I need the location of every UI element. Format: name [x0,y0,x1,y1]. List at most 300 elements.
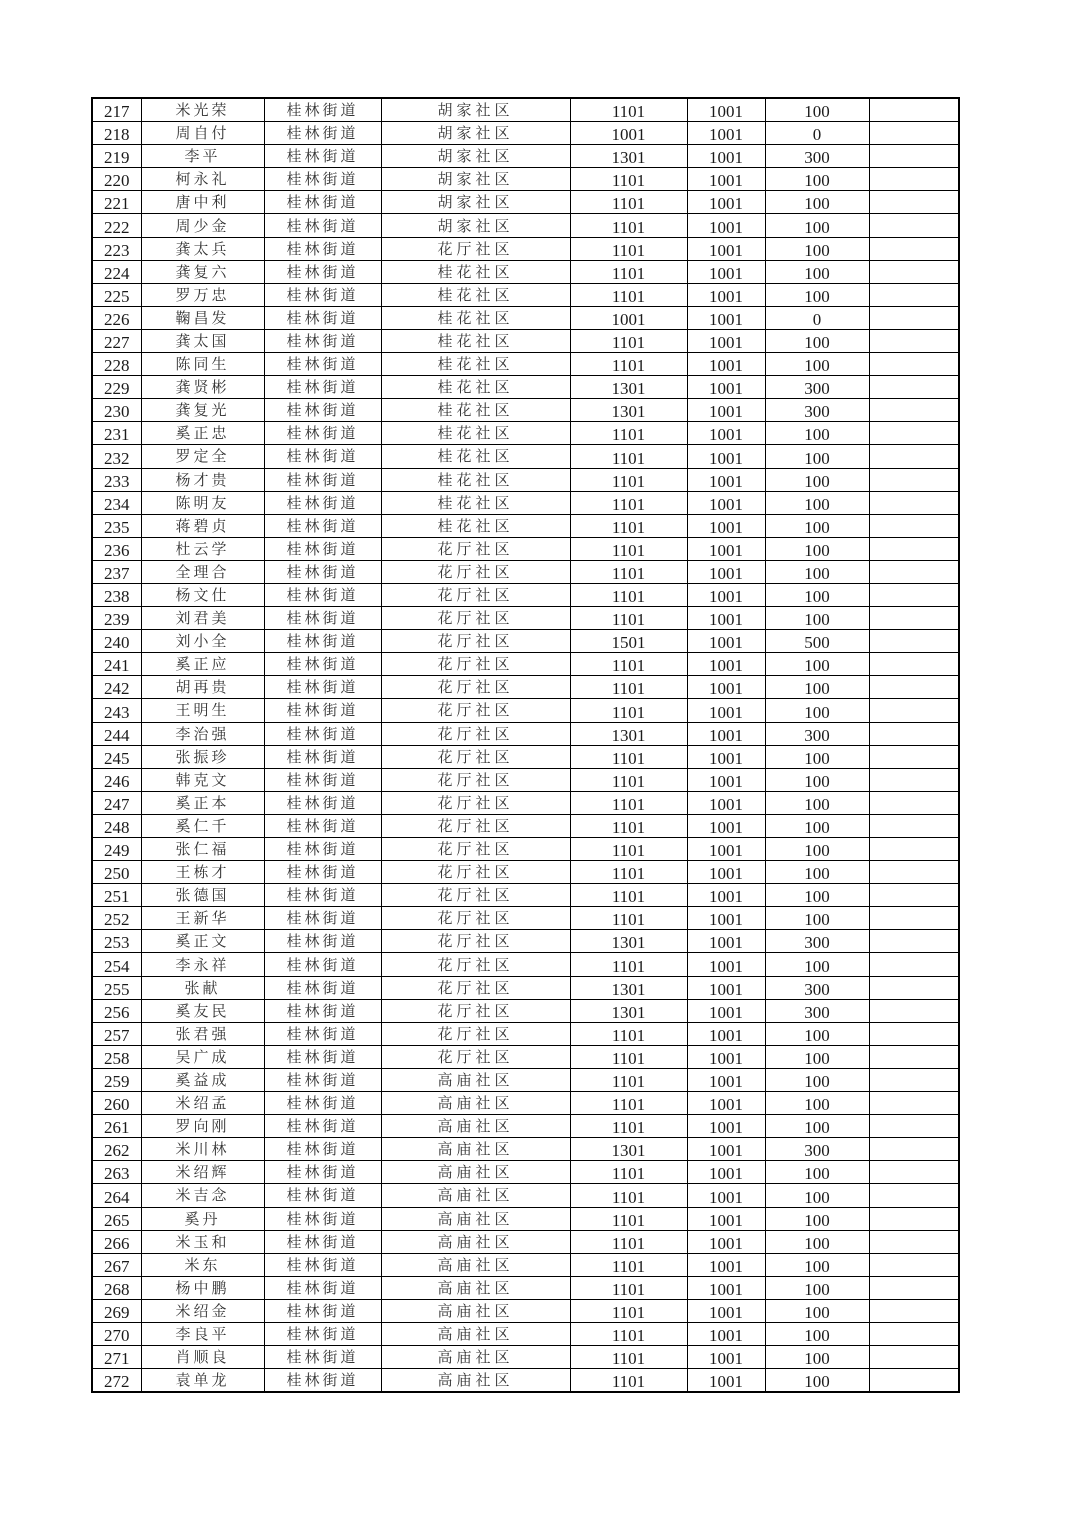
cell-name: 龚太兵 [141,237,264,260]
table-row [92,260,959,283]
cell-note [869,1115,959,1138]
table-row [92,653,959,676]
cell-name: 陈明友 [141,491,264,514]
table-row [92,1253,959,1276]
cell-note [869,999,959,1022]
cell-code-b: 1001 [687,630,765,653]
cell-code-b: 1001 [687,468,765,491]
cell-community: 花厅社区 [381,838,570,861]
table-row [92,630,959,653]
cell-serial-number: 237 [92,560,141,583]
cell-name: 罗向刚 [141,1115,264,1138]
cell-code-b: 1001 [687,260,765,283]
cell-code-b: 1001 [687,1092,765,1115]
cell-name: 鞠昌发 [141,306,264,329]
cell-street: 桂林街道 [264,283,381,306]
table-row [92,560,959,583]
cell-street: 桂林街道 [264,1369,381,1393]
cell-name: 蒋碧贞 [141,514,264,537]
cell-serial-number: 227 [92,329,141,352]
cell-community: 花厅社区 [381,699,570,722]
cell-name: 杜云学 [141,537,264,560]
cell-serial-number: 250 [92,861,141,884]
cell-code-a: 1101 [570,1299,687,1322]
cell-serial-number: 263 [92,1161,141,1184]
cell-code-a: 1101 [570,1369,687,1393]
cell-code-a: 1101 [570,583,687,606]
cell-serial-number: 242 [92,676,141,699]
cell-note [869,745,959,768]
cell-name: 韩克文 [141,768,264,791]
cell-code-b: 1001 [687,653,765,676]
cell-serial-number: 219 [92,145,141,168]
cell-note [869,676,959,699]
cell-street: 桂林街道 [264,1045,381,1068]
cell-code-b: 1001 [687,1068,765,1091]
table-row [92,445,959,468]
cell-community: 花厅社区 [381,1045,570,1068]
cell-community: 桂花社区 [381,491,570,514]
cell-amount: 100 [765,560,869,583]
cell-community: 花厅社区 [381,999,570,1022]
table-row [92,214,959,237]
cell-code-a: 1101 [570,1346,687,1369]
cell-serial-number: 247 [92,791,141,814]
cell-name: 龚太国 [141,329,264,352]
cell-community: 高庙社区 [381,1184,570,1207]
cell-note [869,329,959,352]
cell-code-b: 1001 [687,98,765,122]
table-row [92,1369,959,1393]
cell-serial-number: 267 [92,1253,141,1276]
cell-code-a: 1101 [570,1115,687,1138]
cell-amount: 100 [765,445,869,468]
cell-amount: 100 [765,1253,869,1276]
cell-serial-number: 243 [92,699,141,722]
cell-code-a: 1301 [570,999,687,1022]
cell-name: 米东 [141,1253,264,1276]
cell-code-a: 1101 [570,445,687,468]
cell-community: 花厅社区 [381,930,570,953]
cell-street: 桂林街道 [264,1230,381,1253]
cell-community: 花厅社区 [381,953,570,976]
cell-name: 米绍辉 [141,1161,264,1184]
cell-amount: 300 [765,145,869,168]
cell-code-a: 1301 [570,1138,687,1161]
cell-community: 高庙社区 [381,1161,570,1184]
cell-serial-number: 264 [92,1184,141,1207]
cell-code-b: 1001 [687,953,765,976]
cell-note [869,145,959,168]
cell-serial-number: 258 [92,1045,141,1068]
cell-street: 桂林街道 [264,468,381,491]
cell-amount: 100 [765,537,869,560]
table-row [92,676,959,699]
cell-code-a: 1101 [570,1045,687,1068]
cell-note [869,491,959,514]
cell-note [869,1045,959,1068]
cell-code-b: 1001 [687,791,765,814]
cell-serial-number: 253 [92,930,141,953]
table-row [92,168,959,191]
cell-note [869,422,959,445]
cell-code-b: 1001 [687,676,765,699]
table-row [92,1138,959,1161]
cell-community: 花厅社区 [381,814,570,837]
cell-amount: 100 [765,353,869,376]
cell-street: 桂林街道 [264,745,381,768]
cell-community: 胡家社区 [381,122,570,145]
cell-community: 高庙社区 [381,1230,570,1253]
cell-amount: 100 [765,953,869,976]
cell-community: 花厅社区 [381,1022,570,1045]
cell-code-a: 1101 [570,491,687,514]
cell-community: 花厅社区 [381,907,570,930]
cell-serial-number: 262 [92,1138,141,1161]
cell-community: 桂花社区 [381,445,570,468]
cell-serial-number: 234 [92,491,141,514]
cell-code-a: 1101 [570,468,687,491]
cell-note [869,191,959,214]
cell-note [869,861,959,884]
cell-note [869,884,959,907]
cell-code-a: 1101 [570,1022,687,1045]
table-row [92,1230,959,1253]
cell-community: 桂花社区 [381,399,570,422]
cell-street: 桂林街道 [264,122,381,145]
cell-street: 桂林街道 [264,1161,381,1184]
cell-street: 桂林街道 [264,999,381,1022]
table-row [92,607,959,630]
cell-community: 桂花社区 [381,422,570,445]
cell-amount: 100 [765,1276,869,1299]
cell-code-b: 1001 [687,1253,765,1276]
cell-name: 奚益成 [141,1068,264,1091]
cell-amount: 100 [765,283,869,306]
cell-code-a: 1101 [570,791,687,814]
cell-code-b: 1001 [687,999,765,1022]
cell-street: 桂林街道 [264,861,381,884]
cell-code-b: 1001 [687,353,765,376]
cell-street: 桂林街道 [264,376,381,399]
cell-amount: 100 [765,884,869,907]
cell-serial-number: 241 [92,653,141,676]
cell-name: 全理合 [141,560,264,583]
cell-amount: 100 [765,191,869,214]
cell-name: 米绍金 [141,1299,264,1322]
table-row [92,376,959,399]
cell-note [869,260,959,283]
cell-code-b: 1001 [687,445,765,468]
cell-street: 桂林街道 [264,768,381,791]
cell-note [869,1092,959,1115]
table-row [92,791,959,814]
cell-amount: 300 [765,722,869,745]
cell-code-a: 1101 [570,699,687,722]
cell-serial-number: 220 [92,168,141,191]
cell-code-a: 1101 [570,768,687,791]
cell-serial-number: 218 [92,122,141,145]
cell-street: 桂林街道 [264,1115,381,1138]
cell-amount: 100 [765,260,869,283]
cell-amount: 100 [765,214,869,237]
table-row [92,953,959,976]
cell-serial-number: 240 [92,630,141,653]
cell-street: 桂林街道 [264,1184,381,1207]
cell-code-b: 1001 [687,537,765,560]
cell-amount: 100 [765,98,869,122]
cell-code-a: 1101 [570,1276,687,1299]
cell-community: 桂花社区 [381,353,570,376]
cell-serial-number: 222 [92,214,141,237]
cell-note [869,1322,959,1345]
cell-note [869,353,959,376]
cell-note [869,1184,959,1207]
cell-note [869,168,959,191]
table-row [92,306,959,329]
cell-community: 花厅社区 [381,791,570,814]
cell-code-b: 1001 [687,583,765,606]
cell-street: 桂林街道 [264,214,381,237]
cell-amount: 100 [765,237,869,260]
cell-community: 花厅社区 [381,768,570,791]
cell-name: 杨才贵 [141,468,264,491]
cell-street: 桂林街道 [264,676,381,699]
cell-code-b: 1001 [687,1322,765,1345]
cell-code-b: 1001 [687,976,765,999]
cell-community: 高庙社区 [381,1138,570,1161]
table-row [92,699,959,722]
table-row [92,468,959,491]
cell-community: 桂花社区 [381,514,570,537]
cell-amount: 100 [765,1161,869,1184]
cell-street: 桂林街道 [264,607,381,630]
cell-serial-number: 226 [92,306,141,329]
cell-street: 桂林街道 [264,1138,381,1161]
cell-street: 桂林街道 [264,1322,381,1345]
cell-note [869,468,959,491]
cell-name: 李良平 [141,1322,264,1345]
cell-community: 花厅社区 [381,722,570,745]
cell-serial-number: 229 [92,376,141,399]
cell-code-a: 1301 [570,376,687,399]
cell-community: 花厅社区 [381,607,570,630]
cell-name: 奚丹 [141,1207,264,1230]
cell-code-b: 1001 [687,1207,765,1230]
cell-note [869,838,959,861]
table-row [92,722,959,745]
cell-serial-number: 246 [92,768,141,791]
cell-serial-number: 261 [92,1115,141,1138]
cell-code-a: 1301 [570,145,687,168]
table-row [92,976,959,999]
cell-street: 桂林街道 [264,399,381,422]
cell-amount: 0 [765,306,869,329]
cell-name: 吴广成 [141,1045,264,1068]
cell-code-b: 1001 [687,861,765,884]
cell-code-b: 1001 [687,122,765,145]
cell-code-b: 1001 [687,399,765,422]
cell-name: 米玉和 [141,1230,264,1253]
cell-serial-number: 233 [92,468,141,491]
cell-code-a: 1101 [570,1230,687,1253]
cell-code-a: 1101 [570,653,687,676]
cell-street: 桂林街道 [264,1299,381,1322]
cell-note [869,722,959,745]
cell-street: 桂林街道 [264,699,381,722]
cell-street: 桂林街道 [264,537,381,560]
cell-community: 胡家社区 [381,191,570,214]
cell-serial-number: 266 [92,1230,141,1253]
cell-note [869,122,959,145]
cell-code-a: 1101 [570,537,687,560]
cell-community: 花厅社区 [381,745,570,768]
cell-serial-number: 232 [92,445,141,468]
table-row [92,999,959,1022]
cell-street: 桂林街道 [264,237,381,260]
cell-amount: 300 [765,1138,869,1161]
table-row [92,191,959,214]
cell-code-b: 1001 [687,1022,765,1045]
cell-code-a: 1101 [570,1184,687,1207]
table-row [92,907,959,930]
cell-amount: 100 [765,583,869,606]
cell-community: 高庙社区 [381,1092,570,1115]
cell-serial-number: 268 [92,1276,141,1299]
cell-amount: 100 [765,1068,869,1091]
cell-street: 桂林街道 [264,260,381,283]
cell-community: 胡家社区 [381,98,570,122]
table-row [92,930,959,953]
cell-code-a: 1101 [570,1092,687,1115]
cell-code-a: 1101 [570,560,687,583]
table-row [92,1299,959,1322]
cell-community: 桂花社区 [381,468,570,491]
cell-code-b: 1001 [687,191,765,214]
table-row [92,329,959,352]
cell-code-a: 1101 [570,329,687,352]
cell-community: 花厅社区 [381,861,570,884]
cell-code-a: 1101 [570,260,687,283]
cell-name: 张献 [141,976,264,999]
cell-note [869,630,959,653]
cell-street: 桂林街道 [264,953,381,976]
cell-code-a: 1101 [570,191,687,214]
cell-amount: 300 [765,976,869,999]
cell-code-b: 1001 [687,237,765,260]
table-row [92,1322,959,1345]
cell-note [869,98,959,122]
cell-name: 周自付 [141,122,264,145]
cell-amount: 100 [765,653,869,676]
cell-community: 高庙社区 [381,1068,570,1091]
cell-amount: 100 [765,1369,869,1393]
cell-code-b: 1001 [687,768,765,791]
table-row [92,861,959,884]
cell-name: 奚仁千 [141,814,264,837]
cell-code-a: 1101 [570,884,687,907]
cell-code-a: 1101 [570,745,687,768]
table-row [92,1045,959,1068]
cell-code-b: 1001 [687,607,765,630]
cell-code-b: 1001 [687,814,765,837]
cell-code-b: 1001 [687,491,765,514]
cell-note [869,399,959,422]
cell-street: 桂林街道 [264,1207,381,1230]
cell-serial-number: 270 [92,1322,141,1345]
cell-amount: 100 [765,861,869,884]
cell-amount: 100 [765,676,869,699]
cell-name: 周少金 [141,214,264,237]
cell-street: 桂林街道 [264,98,381,122]
table-row [92,1092,959,1115]
cell-note [869,560,959,583]
cell-amount: 100 [765,168,869,191]
cell-code-a: 1101 [570,283,687,306]
cell-name: 李治强 [141,722,264,745]
cell-serial-number: 269 [92,1299,141,1322]
cell-note [869,607,959,630]
cell-note [869,1276,959,1299]
table-row [92,537,959,560]
table-row [92,583,959,606]
cell-street: 桂林街道 [264,814,381,837]
cell-name: 奚正文 [141,930,264,953]
cell-serial-number: 236 [92,537,141,560]
cell-serial-number: 244 [92,722,141,745]
cell-community: 花厅社区 [381,537,570,560]
cell-serial-number: 248 [92,814,141,837]
cell-amount: 100 [765,607,869,630]
cell-community: 胡家社区 [381,145,570,168]
cell-street: 桂林街道 [264,930,381,953]
cell-code-a: 1101 [570,838,687,861]
cell-amount: 300 [765,376,869,399]
cell-serial-number: 238 [92,583,141,606]
cell-street: 桂林街道 [264,422,381,445]
cell-code-b: 1001 [687,722,765,745]
cell-code-b: 1001 [687,306,765,329]
data-table [91,97,960,1393]
cell-code-b: 1001 [687,1045,765,1068]
table-row [92,745,959,768]
table-row [92,1207,959,1230]
cell-name: 杨文仕 [141,583,264,606]
cell-amount: 100 [765,1299,869,1322]
cell-street: 桂林街道 [264,329,381,352]
cell-amount: 300 [765,930,869,953]
cell-code-b: 1001 [687,1276,765,1299]
cell-code-a: 1101 [570,1253,687,1276]
cell-code-a: 1101 [570,168,687,191]
cell-street: 桂林街道 [264,1092,381,1115]
cell-code-b: 1001 [687,145,765,168]
cell-name: 米吉念 [141,1184,264,1207]
cell-serial-number: 265 [92,1207,141,1230]
table-row [92,814,959,837]
cell-code-b: 1001 [687,1299,765,1322]
cell-name: 李平 [141,145,264,168]
cell-amount: 100 [765,699,869,722]
cell-note [869,583,959,606]
cell-amount: 100 [765,422,869,445]
cell-community: 花厅社区 [381,583,570,606]
cell-name: 罗万忠 [141,283,264,306]
table-row [92,1184,959,1207]
table-row [92,884,959,907]
cell-serial-number: 235 [92,514,141,537]
cell-serial-number: 255 [92,976,141,999]
